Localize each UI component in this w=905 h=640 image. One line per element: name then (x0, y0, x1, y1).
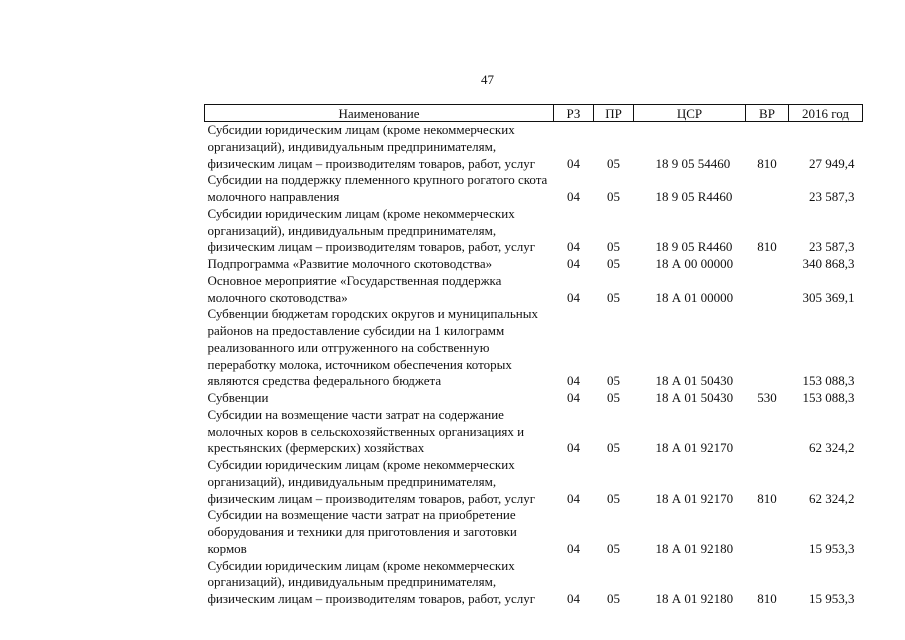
table-header (205, 105, 863, 122)
row-csr: 18 А 01 92180 (655, 591, 734, 606)
row-name-line: организаций), индивидуальным предпринимателям, (207, 473, 497, 489)
row-name-line: организаций), индивидуальным предпринимателям, (207, 138, 497, 154)
row-pr: 05 (607, 189, 620, 204)
row-rz: 04 (567, 440, 580, 456)
row-name-line: молочных коров в сельскохозяйственных организациях и (207, 423, 525, 439)
row-name-line: крестьянских (фермерских) хозяйствах (207, 440, 425, 456)
row-csr: 18 А 01 50430 (655, 390, 734, 405)
table-row (205, 306, 863, 390)
row-csr: 18 А 01 92170 (655, 490, 734, 506)
row-name (205, 457, 554, 507)
row-rz: 04 (567, 289, 580, 305)
row-rz: 04 (567, 256, 580, 271)
row-csr: 18 А 00 00000 (655, 256, 734, 271)
row-name-line: оборудования и техники для приготовления и заготовки (207, 524, 517, 539)
row-name-line: Субсидии на поддержку племенного крупного рогатого скота (207, 172, 548, 188)
row-pr: 05 (607, 440, 620, 456)
table-row (205, 390, 863, 407)
row-name-line: физическим лицам – производителям товаров, работ, услуг (207, 239, 536, 255)
header-name: Наименование (205, 105, 554, 122)
row-sum: 15 953,3 (809, 540, 855, 556)
row-name-line: переработку молока, источником обеспечения которых (207, 356, 512, 372)
row-name-line: реализованного или отгруженного на собственную (207, 339, 490, 355)
row-name (205, 206, 554, 256)
row-name (205, 122, 554, 173)
row-csr: 18 А 01 50430 (655, 373, 734, 389)
row-csr: 18 А 01 00000 (655, 289, 734, 305)
row-name-line: организаций), индивидуальным предпринимателям, (207, 222, 497, 238)
row-vr (746, 172, 789, 206)
row-name (205, 558, 554, 608)
table-row (205, 273, 863, 307)
row-rz: 04 (567, 373, 580, 389)
row-pr: 05 (607, 591, 620, 606)
row-vr (746, 273, 789, 307)
table-row (205, 457, 863, 507)
header-vr: ВР (746, 105, 789, 122)
row-name (205, 507, 554, 557)
row-vr: 810 (757, 239, 777, 255)
table-row (205, 256, 863, 273)
row-csr: 18 9 05 R4460 (655, 189, 733, 204)
row-sum: 62 324,2 (809, 440, 855, 456)
row-name-line: физическим лицам – производителям товаров, работ, услуг (207, 155, 536, 171)
row-sum: 153 088,3 (802, 373, 855, 389)
row-name-line: Субсидии юридическим лицам (кроме некоммерческих (207, 557, 515, 573)
table-row (205, 172, 863, 206)
row-sum: 23 587,3 (809, 189, 855, 204)
row-pr: 05 (607, 490, 620, 506)
row-vr: 810 (757, 490, 777, 506)
row-sum: 27 949,4 (809, 155, 855, 171)
row-name-line: физическим лицам – производителям товаров, работ, услуг (207, 591, 536, 606)
table-body (205, 122, 863, 608)
table-row (205, 507, 863, 557)
row-sum: 340 868,3 (802, 256, 855, 271)
row-vr: 810 (757, 155, 777, 171)
table-row (205, 407, 863, 457)
table-row (205, 558, 863, 608)
row-name-line: Подпрограмма «Развитие молочного скотоводства» (207, 256, 493, 271)
header-year: 2016 год (789, 105, 863, 122)
row-name (205, 256, 554, 273)
header-pr: ПР (594, 105, 634, 122)
budget-table-container (204, 104, 862, 608)
row-vr (746, 507, 789, 557)
row-name (205, 273, 554, 307)
row-rz: 04 (567, 540, 580, 556)
row-csr: 18 А 01 92180 (655, 540, 734, 556)
row-name-line: Субвенции (207, 390, 269, 405)
row-name (205, 306, 554, 390)
row-name-line: Основное мероприятие «Государственная поддержка (207, 272, 502, 288)
row-rz: 04 (567, 490, 580, 506)
table-row (205, 122, 863, 173)
row-csr: 18 9 05 54460 (655, 155, 731, 171)
row-vr: 530 (757, 390, 777, 405)
table-row (205, 206, 863, 256)
row-vr (746, 306, 789, 390)
row-vr (746, 256, 789, 273)
row-sum: 153 088,3 (802, 390, 855, 405)
header-row (205, 105, 863, 122)
row-rz: 04 (567, 189, 580, 204)
row-rz: 04 (567, 390, 580, 405)
row-pr: 05 (607, 540, 620, 556)
row-name-line: кормов (207, 540, 247, 556)
row-pr: 05 (607, 239, 620, 255)
row-rz: 04 (567, 239, 580, 255)
row-name (205, 407, 554, 457)
row-csr: 18 А 01 92170 (655, 440, 734, 456)
row-name-line: Субсидии юридическим лицам (кроме некоммерческих (207, 457, 515, 472)
row-name-line: молочного скотоводства» (207, 289, 348, 305)
row-sum: 305 369,1 (802, 289, 855, 305)
row-name-line: Субсидии на возмещение части затрат на приобретение (207, 507, 516, 523)
row-rz: 04 (567, 591, 580, 606)
row-name-line: организаций), индивидуальным предпринимателям, (207, 574, 497, 590)
row-pr: 05 (607, 155, 620, 171)
row-rz: 04 (567, 155, 580, 171)
row-csr: 18 9 05 R4460 (655, 239, 733, 255)
row-sum: 23 587,3 (809, 239, 855, 255)
row-pr: 05 (607, 256, 620, 271)
row-sum: 15 953,3 (809, 591, 855, 606)
row-name-line: Субсидии юридическим лицам (кроме некоммерческих (207, 205, 515, 221)
row-name-line: являются средства федерального бюджета (207, 373, 442, 389)
header-csr: ЦСР (634, 105, 746, 122)
row-name (205, 390, 554, 407)
row-sum: 62 324,2 (809, 490, 855, 506)
header-rz: РЗ (554, 105, 594, 122)
row-pr: 05 (607, 373, 620, 389)
row-name-line: районов на предоставление субсидии на 1 килограмм (207, 323, 505, 338)
row-vr: 810 (757, 591, 777, 606)
row-vr (746, 407, 789, 457)
row-name-line: физическим лицам – производителям товаров, работ, услуг (207, 490, 536, 506)
page-number: 47 (481, 72, 494, 87)
row-name-line: Субсидии юридическим лицам (кроме некоммерческих (207, 122, 515, 137)
row-pr: 05 (607, 289, 620, 305)
budget-table (204, 104, 863, 608)
row-name-line: молочного направления (207, 189, 340, 204)
row-pr: 05 (607, 390, 620, 405)
row-name-line: Субсидии на возмещение части затрат на содержание (207, 406, 504, 422)
row-name (205, 172, 554, 206)
row-name-line: Субвенции бюджетам городских округов и муниципальных (207, 306, 538, 322)
